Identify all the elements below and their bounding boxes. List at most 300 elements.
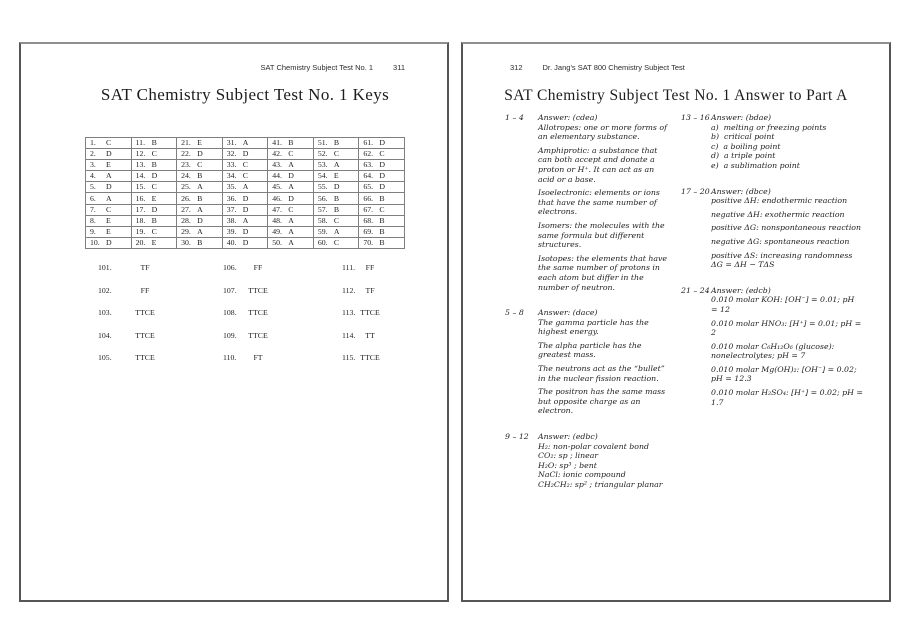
- answer-code: FT: [253, 353, 263, 363]
- answer-cell: [222, 237, 268, 248]
- question-number: 68.: [363, 215, 374, 225]
- answer-block: [711, 223, 863, 233]
- table-row: [86, 149, 405, 160]
- tf-answer-item: [223, 353, 263, 376]
- section-body: [538, 432, 671, 494]
- answer-cell: [177, 215, 223, 226]
- answer-section: [681, 286, 863, 412]
- question-range: 13 – 16: [681, 113, 710, 122]
- answer-cell: [222, 149, 268, 160]
- table-row: [86, 138, 405, 149]
- answer-letter: A: [242, 138, 249, 148]
- answers-column: [681, 113, 863, 423]
- answer-cell: [313, 193, 359, 204]
- answer-cell: [359, 226, 405, 237]
- question-number: 35.: [226, 182, 237, 192]
- question-number: 41.: [272, 138, 282, 148]
- answer-letter: D: [151, 204, 158, 214]
- answer-letter: D: [242, 204, 249, 214]
- question-number: 4.: [90, 171, 96, 181]
- answer-letter: C: [288, 204, 294, 214]
- answer-block: [711, 388, 863, 407]
- answer-letter: A: [288, 215, 294, 225]
- answer-cell: [359, 204, 405, 215]
- text-line: Answer: (edcb): [711, 285, 771, 295]
- answer-cell: [86, 149, 132, 160]
- tf-answer-item: [223, 263, 263, 286]
- answer-section: [505, 308, 671, 420]
- question-number: 55.: [317, 182, 328, 192]
- answer-letter: A: [242, 215, 249, 225]
- answer-cell: [359, 237, 405, 248]
- answer-cell: [222, 226, 268, 237]
- answer-letter: C: [288, 149, 294, 159]
- answer-cell: [359, 138, 405, 149]
- question-number: 16.: [135, 193, 146, 203]
- tf-answer-item: [98, 353, 155, 376]
- question-number: 66.: [363, 193, 374, 203]
- answer-cell: [313, 138, 359, 149]
- answer-cell: [313, 149, 359, 160]
- answer-letter: D: [106, 237, 112, 247]
- question-number: 39.: [226, 226, 237, 236]
- answer-code: TT: [365, 330, 375, 340]
- question-number: 56.: [317, 193, 328, 203]
- left-page: [19, 42, 449, 602]
- answer-letter: D: [106, 182, 112, 192]
- question-number: 12.: [135, 149, 146, 159]
- answer-letter: A: [333, 160, 340, 170]
- text-line: negative ΔH: exothermic reaction: [711, 209, 845, 219]
- answer-cell: [131, 237, 177, 248]
- table-row: [86, 237, 405, 248]
- question-number: 51.: [317, 138, 328, 148]
- answer-cell: [131, 215, 177, 226]
- answer-cell: [268, 215, 314, 226]
- question-number: 23.: [181, 160, 191, 170]
- answer-cell: [131, 171, 177, 182]
- text-line: d) a triple point: [711, 151, 776, 161]
- question-number: 106.: [223, 263, 237, 272]
- answer-letter: A: [288, 182, 294, 192]
- answer-block: [538, 308, 671, 337]
- answer-letter: B: [288, 138, 294, 148]
- question-number: 30.: [181, 237, 191, 247]
- answer-block: [711, 210, 863, 220]
- page-title: SAT Chemistry Subject Test No. 1 Answer to Part A: [504, 87, 848, 104]
- answer-cell: [86, 215, 132, 226]
- answer-cell: [86, 204, 132, 215]
- answer-cell: [177, 204, 223, 215]
- text-line: Amphiprotic: a substance that can both accept and donate a proton or H⁺. It can act as an acid or a base.: [538, 145, 658, 184]
- text-line: Answer: (dbce): [711, 186, 771, 196]
- question-number: 20.: [135, 237, 146, 247]
- answers-column: [505, 113, 671, 506]
- question-number: 50.: [272, 237, 282, 247]
- answer-block: [538, 254, 671, 292]
- answer-cell: [313, 171, 359, 182]
- question-number: 31.: [226, 138, 237, 148]
- running-head: [260, 63, 405, 72]
- answer-cell: [222, 160, 268, 171]
- question-number: 109.: [223, 330, 237, 340]
- question-number: 46.: [272, 193, 282, 203]
- question-number: 40.: [226, 237, 237, 247]
- question-number: 111.: [342, 263, 356, 272]
- answer-letter: D: [333, 182, 340, 192]
- text-line: NaCl: ionic compound: [538, 470, 626, 480]
- answer-letter: C: [242, 160, 248, 170]
- answer-letter: D: [379, 160, 386, 170]
- question-number: 64.: [363, 171, 374, 181]
- answer-cell: [359, 215, 405, 226]
- answer-block: [538, 221, 671, 250]
- answer-letter: C: [197, 160, 203, 170]
- question-number: 70.: [363, 237, 374, 247]
- answer-letter: B: [333, 193, 340, 203]
- question-number: 29.: [181, 226, 191, 236]
- answer-cell: [222, 138, 268, 149]
- answer-cell: [86, 171, 132, 182]
- answer-letter: A: [333, 226, 340, 236]
- tf-answer-item: [98, 263, 150, 286]
- question-number: 2.: [90, 149, 96, 159]
- answer-letter: D: [379, 171, 386, 181]
- answer-block: [711, 187, 863, 206]
- answer-cell: [131, 160, 177, 171]
- section-body: [711, 187, 863, 274]
- running-head-title: Dr. Jang's SAT 800 Chemistry Subject Test: [542, 63, 685, 72]
- question-number: 17.: [135, 204, 146, 214]
- question-number: 105.: [98, 353, 112, 363]
- answer-cell: [268, 160, 314, 171]
- answer-letter: C: [379, 204, 385, 214]
- answer-cell: [131, 204, 177, 215]
- answer-letter: E: [106, 226, 111, 236]
- question-number: 48.: [272, 215, 282, 225]
- answer-cell: [313, 226, 359, 237]
- text-line: The neutrons act as the “bullet” in the nuclear fission reaction.: [538, 364, 665, 383]
- text-line: Answer: (cdea): [538, 113, 598, 122]
- answer-cell: [86, 138, 132, 149]
- answer-code: TF: [140, 263, 150, 272]
- tf-answer-item: [98, 330, 155, 354]
- answer-letter: A: [197, 204, 203, 214]
- answer-cell: [313, 182, 359, 193]
- answer-letter: E: [197, 138, 202, 148]
- text-line: negative ΔG: spontaneous reaction: [711, 236, 850, 246]
- question-number: 101.: [98, 263, 112, 272]
- answer-block: [711, 286, 863, 315]
- answer-letter: B: [151, 160, 157, 170]
- question-number: 61.: [363, 138, 374, 148]
- answer-letter: C: [151, 182, 157, 192]
- question-number: 45.: [272, 182, 282, 192]
- question-number: 103.: [98, 308, 112, 318]
- tf-answer-item: [342, 285, 375, 309]
- tf-answer-item: [223, 308, 268, 331]
- tf-column: [98, 263, 155, 376]
- answer-letter: B: [151, 138, 157, 148]
- answer-letter: B: [379, 193, 385, 203]
- tf-answer-item: [223, 285, 268, 309]
- answer-letter: A: [106, 171, 112, 181]
- tf-answer-item: [98, 285, 150, 309]
- text-line: The positron has the same mass but opposite charge as an electron.: [538, 387, 666, 416]
- tf-answer-item: [342, 263, 375, 286]
- text-line: Answer: (edbc): [538, 432, 598, 442]
- question-number: 102.: [98, 285, 112, 295]
- answer-code: TTCE: [248, 330, 268, 340]
- answer-letter: D: [288, 193, 294, 203]
- text-line: The gamma particle has the highest energy.: [538, 317, 649, 337]
- text-line: The alpha particle has the greatest mass.: [538, 340, 642, 360]
- answer-cell: [222, 204, 268, 215]
- answer-block: [711, 251, 863, 270]
- answer-letter: C: [106, 204, 112, 214]
- answer-cell: [222, 193, 268, 204]
- answer-letter: C: [106, 138, 112, 148]
- tf-answer-item: [223, 330, 268, 354]
- answer-letter: A: [197, 182, 203, 192]
- question-number: 58.: [317, 215, 328, 225]
- answer-letter: A: [288, 160, 294, 170]
- question-number: 57.: [317, 204, 328, 214]
- text-line: Isoelectronic: elements or ions that have the same number of electrons.: [538, 188, 660, 217]
- answer-block: [711, 319, 863, 338]
- question-range: 5 – 8: [505, 308, 524, 318]
- question-number: 15.: [135, 182, 146, 192]
- text-line: 0.010 molar C₆H₁₂O₆ (glucose): nonelectrolytes; pH = 7: [711, 341, 835, 361]
- answer-letter: E: [151, 237, 157, 247]
- answer-block: [538, 341, 671, 360]
- question-number: 60.: [317, 237, 328, 247]
- text-line: ΔG = ΔH − TΔS: [711, 260, 775, 270]
- question-number: 36.: [226, 193, 237, 203]
- answer-letter: B: [379, 237, 385, 247]
- answer-cell: [268, 237, 314, 248]
- question-range: 21 – 24: [681, 285, 710, 295]
- table-row: [86, 226, 405, 237]
- answer-cell: [313, 215, 359, 226]
- answer-cell: [222, 215, 268, 226]
- answer-cell: [268, 182, 314, 193]
- question-number: 22.: [181, 149, 191, 159]
- question-number: 65.: [363, 182, 374, 192]
- question-number: 54.: [317, 171, 328, 181]
- question-number: 38.: [226, 215, 237, 225]
- tf-answer-item: [342, 330, 375, 354]
- answer-key-table-body: [86, 138, 405, 249]
- answer-cell: [131, 138, 177, 149]
- question-number: 3.: [90, 160, 96, 170]
- question-number: 113.: [342, 308, 356, 318]
- question-number: 11.: [135, 138, 146, 148]
- question-number: 18.: [135, 215, 146, 225]
- answer-section: [505, 113, 671, 296]
- page-number: 311: [393, 63, 405, 72]
- answer-letter: A: [242, 182, 249, 192]
- running-head: [510, 63, 685, 72]
- text-line: Answer: (bdae): [711, 113, 772, 122]
- answer-cell: [313, 237, 359, 248]
- answer-cell: [177, 171, 223, 182]
- question-number: 53.: [317, 160, 328, 170]
- answer-letter: D: [379, 138, 386, 148]
- table-row: [86, 193, 405, 204]
- answer-letter: B: [197, 171, 203, 181]
- answer-code: TTCE: [248, 308, 268, 318]
- question-number: 47.: [272, 204, 282, 214]
- answer-code: FF: [365, 263, 375, 272]
- answer-letter: D: [151, 171, 158, 181]
- answer-cell: [177, 182, 223, 193]
- answer-cell: [268, 138, 314, 149]
- text-line: positive ΔG: nonspontaneous reaction: [711, 223, 862, 233]
- question-number: 44.: [272, 171, 282, 181]
- answer-letter: B: [379, 215, 385, 225]
- tf-column: [223, 263, 268, 376]
- text-line: CO₂: sp ; linear: [538, 451, 599, 461]
- text-line: H₂: non-polar covalent bond: [538, 441, 649, 451]
- question-number: 43.: [272, 160, 282, 170]
- tf-answer-item: [342, 353, 380, 376]
- text-line: H₂O: sp³ ; bent: [538, 460, 597, 470]
- question-range: 1 – 4: [505, 113, 524, 122]
- answer-letter: A: [288, 237, 294, 247]
- answer-letter: C: [333, 149, 340, 159]
- answer-cell: [222, 171, 268, 182]
- answer-letter: C: [379, 149, 385, 159]
- answer-code: TTCE: [248, 285, 268, 295]
- answer-cell: [268, 193, 314, 204]
- table-row: [86, 160, 405, 171]
- question-number: 6.: [90, 193, 96, 203]
- answer-letter: B: [197, 237, 203, 247]
- answer-block: [711, 342, 863, 361]
- answer-cell: [268, 226, 314, 237]
- answer-block: [711, 237, 863, 247]
- question-number: 24.: [181, 171, 191, 181]
- answer-code: TTCE: [360, 308, 380, 318]
- question-number: 32.: [226, 149, 237, 159]
- question-number: 49.: [272, 226, 282, 236]
- answer-cell: [177, 193, 223, 204]
- answer-code: TTCE: [360, 353, 380, 363]
- question-number: 8.: [90, 215, 96, 225]
- answer-letter: E: [151, 193, 157, 203]
- answer-letter: D: [242, 193, 249, 203]
- question-number: 7.: [90, 204, 96, 214]
- question-range: 17 – 20: [681, 186, 710, 196]
- answer-letter: D: [242, 237, 249, 247]
- answer-letter: B: [333, 204, 340, 214]
- answer-code: FF: [140, 285, 150, 295]
- question-number: 37.: [226, 204, 237, 214]
- section-body: [538, 113, 671, 296]
- answer-letter: B: [379, 226, 385, 236]
- question-number: 34.: [226, 171, 237, 181]
- answer-cell: [177, 149, 223, 160]
- question-number: 28.: [181, 215, 191, 225]
- answer-letter: A: [106, 193, 112, 203]
- question-number: 114.: [342, 330, 356, 340]
- question-number: 104.: [98, 330, 112, 340]
- answer-cell: [177, 160, 223, 171]
- question-number: 13.: [135, 160, 146, 170]
- answer-code: TTCE: [135, 353, 155, 363]
- section-body: [711, 286, 863, 412]
- table-row: [86, 171, 405, 182]
- text-line: Isomers: the molecules with the same formula but different structures.: [538, 220, 665, 250]
- answer-code: TTCE: [135, 308, 155, 318]
- answer-cell: [268, 149, 314, 160]
- answer-letter: D: [379, 182, 386, 192]
- answer-key-table: [85, 137, 405, 249]
- answer-cell: [86, 193, 132, 204]
- answer-block: [538, 113, 671, 142]
- tf-column: [342, 263, 380, 376]
- question-number: 52.: [317, 149, 328, 159]
- text-line: e) a sublimation point: [711, 160, 800, 170]
- question-number: 115.: [342, 353, 356, 363]
- question-number: 19.: [135, 226, 146, 236]
- answer-cell: [177, 226, 223, 237]
- answer-letter: A: [197, 226, 203, 236]
- answer-block: [538, 387, 671, 416]
- tf-answer-item: [98, 308, 155, 331]
- text-line: positive ΔS: increasing randomness: [711, 250, 853, 260]
- answer-block: [711, 113, 863, 171]
- answer-cell: [268, 204, 314, 215]
- text-line: b) critical point: [711, 132, 775, 142]
- question-number: 42.: [272, 149, 282, 159]
- question-number: 63.: [363, 160, 374, 170]
- text-line: positive ΔH: endothermic reaction: [711, 196, 848, 206]
- answer-cell: [86, 182, 132, 193]
- section-body: [711, 113, 863, 175]
- answer-cell: [359, 149, 405, 160]
- section-body: [538, 308, 671, 420]
- question-number: 69.: [363, 226, 374, 236]
- question-number: 112.: [342, 285, 356, 295]
- question-number: 62.: [363, 149, 374, 159]
- question-number: 25.: [181, 182, 191, 192]
- answer-cell: [268, 171, 314, 182]
- answer-letter: E: [106, 160, 111, 170]
- question-number: 9.: [90, 226, 96, 236]
- answer-cell: [131, 182, 177, 193]
- text-line: Allotropes: one or more forms of an elementary substance.: [538, 122, 667, 142]
- question-number: 27.: [181, 204, 191, 214]
- answer-code: TTCE: [135, 330, 155, 340]
- answer-cell: [359, 160, 405, 171]
- answer-block: [538, 188, 671, 217]
- answer-letter: C: [242, 171, 248, 181]
- answer-cell: [177, 237, 223, 248]
- answer-cell: [359, 171, 405, 182]
- text-line: CH₂CH₂: sp² ; triangular planar: [538, 480, 663, 489]
- answer-section: [505, 432, 671, 494]
- answer-letter: D: [197, 149, 203, 159]
- question-number: 5.: [90, 182, 96, 192]
- answer-block: [711, 365, 863, 384]
- answer-cell: [131, 193, 177, 204]
- answer-letter: D: [242, 149, 249, 159]
- running-head-title: SAT Chemistry Subject Test No. 1: [260, 63, 374, 72]
- answer-letter: C: [333, 215, 340, 225]
- right-page: [461, 42, 891, 602]
